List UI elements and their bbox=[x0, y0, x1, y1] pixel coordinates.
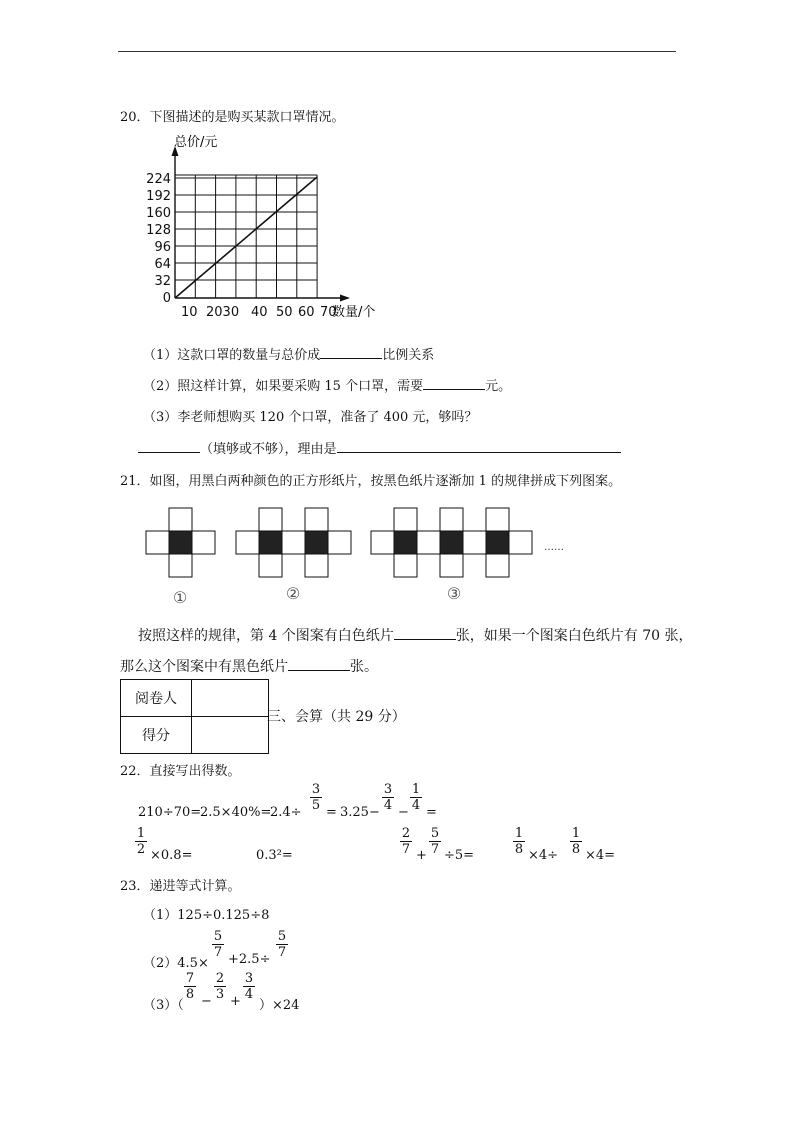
white-square bbox=[440, 554, 463, 577]
q21-title: 21．如图，用黑白两种颜色的正方形纸片，按黑色纸片逐渐加 1 的规律拼成下列图案。 bbox=[120, 474, 622, 489]
answer-blank[interactable] bbox=[394, 625, 456, 640]
numerator: 3 bbox=[244, 971, 254, 986]
denominator: 5 bbox=[311, 798, 321, 813]
grader-cell[interactable] bbox=[192, 680, 269, 717]
white-square bbox=[486, 508, 509, 531]
q20-sub3-line2 bbox=[138, 438, 621, 457]
x-axis-arrow bbox=[340, 295, 350, 302]
x-tick-label: 10 bbox=[181, 305, 198, 320]
score-label: 得分 bbox=[121, 717, 192, 754]
denominator: 7 bbox=[277, 945, 287, 960]
q23-p1: （1）125÷0.125÷8 bbox=[143, 908, 270, 923]
reason-blank[interactable] bbox=[337, 438, 621, 453]
grader-label: 阅卷人 bbox=[121, 680, 192, 717]
q22-e4: 3.25− bbox=[340, 805, 380, 820]
x-axis-label: 数量/个 bbox=[332, 305, 376, 320]
white-square bbox=[192, 531, 215, 554]
denominator: 8 bbox=[185, 987, 195, 1002]
pattern-label-3: ③ bbox=[446, 584, 462, 603]
white-square bbox=[169, 508, 192, 531]
pattern-label-1: ① bbox=[172, 588, 188, 607]
price-quantity-chart bbox=[140, 130, 400, 325]
q20-sub1-text: （1）这款口罩的数量与总价成 bbox=[143, 348, 321, 363]
fraction-3-4 bbox=[382, 782, 394, 813]
black-square bbox=[394, 531, 417, 554]
q22-e3-end: = bbox=[326, 805, 337, 820]
q21-text1-b: 张，如果一个图案白色纸片有 70 张， bbox=[455, 628, 693, 644]
fraction-1-8 bbox=[570, 826, 582, 857]
answer-blank[interactable] bbox=[423, 375, 485, 390]
x-tick-labels bbox=[181, 305, 337, 320]
fraction-1-8 bbox=[513, 826, 525, 857]
q22-e2: 2.5×40%= bbox=[200, 805, 272, 820]
q21-text1 bbox=[138, 625, 693, 645]
white-square bbox=[259, 554, 282, 577]
denominator: 4 bbox=[383, 798, 393, 813]
black-square bbox=[440, 531, 463, 554]
white-square bbox=[259, 508, 282, 531]
denominator: 7 bbox=[401, 842, 411, 857]
fraction-3-5 bbox=[310, 782, 322, 813]
score-table bbox=[120, 679, 269, 754]
fraction-3-4 bbox=[243, 971, 255, 1002]
white-square bbox=[486, 554, 509, 577]
fraction-1-2 bbox=[135, 826, 147, 857]
q23-p2-mid: +2.5÷ bbox=[228, 952, 271, 967]
white-square bbox=[440, 508, 463, 531]
fraction-5-7 bbox=[276, 929, 288, 960]
white-square bbox=[394, 508, 417, 531]
numerator: 1 bbox=[514, 826, 524, 841]
denominator: 4 bbox=[244, 987, 254, 1002]
q22-title: 22．直接写出得数。 bbox=[120, 764, 241, 779]
numerator: 3 bbox=[311, 782, 321, 797]
q20-sub2-text: （2）照这样计算，如果要采购 15 个口罩，需要 bbox=[143, 379, 424, 394]
numerator: 1 bbox=[571, 826, 581, 841]
numerator: 3 bbox=[383, 782, 393, 797]
denominator: 3 bbox=[215, 987, 225, 1002]
pattern-figures bbox=[140, 505, 580, 609]
q23-p2: （2）4.5× bbox=[143, 956, 209, 971]
x-tick-label: 40 bbox=[251, 305, 268, 320]
white-square bbox=[371, 531, 394, 554]
white-square bbox=[417, 531, 440, 554]
black-square bbox=[305, 531, 328, 554]
black-square bbox=[259, 531, 282, 554]
y-tick-labels bbox=[146, 172, 171, 306]
q22-e1: 210÷70= bbox=[138, 805, 202, 820]
denominator: 7 bbox=[213, 945, 223, 960]
q20-sub2 bbox=[143, 375, 511, 394]
fraction-2-3 bbox=[214, 971, 226, 1002]
white-square bbox=[146, 531, 169, 554]
q21-text2-a: 那么这个图案中有黑色纸片 bbox=[120, 659, 288, 675]
fraction-5-7 bbox=[429, 826, 441, 857]
q20-sub3: （3）李老师想购买 120 个口罩，准备了 400 元，够吗？ bbox=[143, 410, 478, 425]
numerator: 5 bbox=[277, 929, 287, 944]
q23-p3-minus: − bbox=[201, 994, 212, 1009]
white-square bbox=[236, 531, 259, 554]
q22-e7-plus: + bbox=[416, 848, 427, 863]
ellipsis: …… bbox=[544, 542, 564, 553]
black-square bbox=[169, 531, 192, 554]
q23-p3-open: （3）（ bbox=[143, 998, 184, 1013]
y-tick-label: 96 bbox=[154, 240, 171, 255]
q23-title: 23．递进等式计算。 bbox=[120, 879, 241, 894]
y-tick-label: 224 bbox=[146, 172, 171, 187]
q21-text2-b: 张。 bbox=[350, 659, 378, 675]
y-tick-label: 160 bbox=[146, 206, 171, 221]
numerator: 1 bbox=[411, 782, 421, 797]
y-tick-label: 128 bbox=[146, 223, 171, 238]
answer-blank[interactable] bbox=[288, 656, 350, 671]
white-square bbox=[305, 554, 328, 577]
numerator: 2 bbox=[401, 826, 411, 841]
q20-sub1-end: 比例关系 bbox=[382, 348, 435, 363]
x-tick-label: 2030 bbox=[206, 305, 240, 320]
fraction-2-7 bbox=[400, 826, 412, 857]
white-square bbox=[509, 531, 532, 554]
q23-p3-plus: + bbox=[230, 994, 241, 1009]
fraction-7-8 bbox=[184, 971, 196, 1002]
header-rule bbox=[118, 51, 676, 52]
answer-blank[interactable] bbox=[320, 344, 382, 359]
fraction-1-4 bbox=[410, 782, 422, 813]
denominator: 8 bbox=[571, 842, 581, 857]
q22-e8-mid: ×4÷ bbox=[528, 848, 559, 863]
denominator: 7 bbox=[430, 842, 440, 857]
x-tick-label: 70 bbox=[320, 305, 337, 320]
numerator: 7 bbox=[185, 971, 195, 986]
y-tick-label: 32 bbox=[154, 274, 171, 289]
q22-e4-end: = bbox=[426, 805, 437, 820]
y-axis-label: 总价/元 bbox=[174, 135, 218, 150]
q20-sub2-end: 元。 bbox=[485, 379, 512, 394]
y-tick-label: 0 bbox=[162, 291, 171, 306]
white-square bbox=[463, 531, 486, 554]
white-square bbox=[169, 554, 192, 577]
y-tick-label: 64 bbox=[154, 257, 171, 272]
denominator: 2 bbox=[136, 842, 146, 857]
black-square bbox=[486, 531, 509, 554]
q20-sub1 bbox=[143, 344, 434, 363]
q22-e8-end: ×4= bbox=[585, 848, 616, 863]
denominator: 8 bbox=[514, 842, 524, 857]
q22-e4-mid: − bbox=[398, 805, 409, 820]
x-tick-label: 60 bbox=[298, 305, 315, 320]
score-cell[interactable] bbox=[192, 717, 269, 754]
numerator: 2 bbox=[215, 971, 225, 986]
fraction-5-7 bbox=[212, 929, 224, 960]
q23-p3-end: ）×24 bbox=[259, 998, 300, 1013]
q22-e7-end: ÷5= bbox=[444, 848, 475, 863]
numerator: 1 bbox=[136, 826, 146, 841]
pattern-label-2: ② bbox=[285, 584, 301, 603]
white-square bbox=[305, 508, 328, 531]
numerator: 5 bbox=[430, 826, 440, 841]
white-square bbox=[328, 531, 351, 554]
q21-text1-a: 按照这样的规律，第 4 个图案有白色纸片 bbox=[138, 628, 394, 644]
x-tick-label: 50 bbox=[276, 305, 293, 320]
q22-e5-end: ×0.8= bbox=[150, 848, 193, 863]
y-tick-label: 192 bbox=[146, 189, 171, 204]
q21-text2 bbox=[120, 656, 378, 676]
white-square bbox=[282, 531, 305, 554]
q22-e3: 2.4÷ bbox=[270, 805, 302, 820]
q20-title: 20．下图描述的是购买某款口罩情况。 bbox=[120, 110, 345, 125]
section-3-heading: 三、会算（共 29 分） bbox=[267, 709, 406, 725]
q20-sub3-line2-text: （填够或不够），理由是 bbox=[200, 442, 337, 457]
numerator: 5 bbox=[213, 929, 223, 944]
denominator: 4 bbox=[411, 798, 421, 813]
q22-e6: 0.3²= bbox=[256, 848, 293, 863]
answer-blank[interactable] bbox=[138, 438, 200, 453]
white-square bbox=[394, 554, 417, 577]
